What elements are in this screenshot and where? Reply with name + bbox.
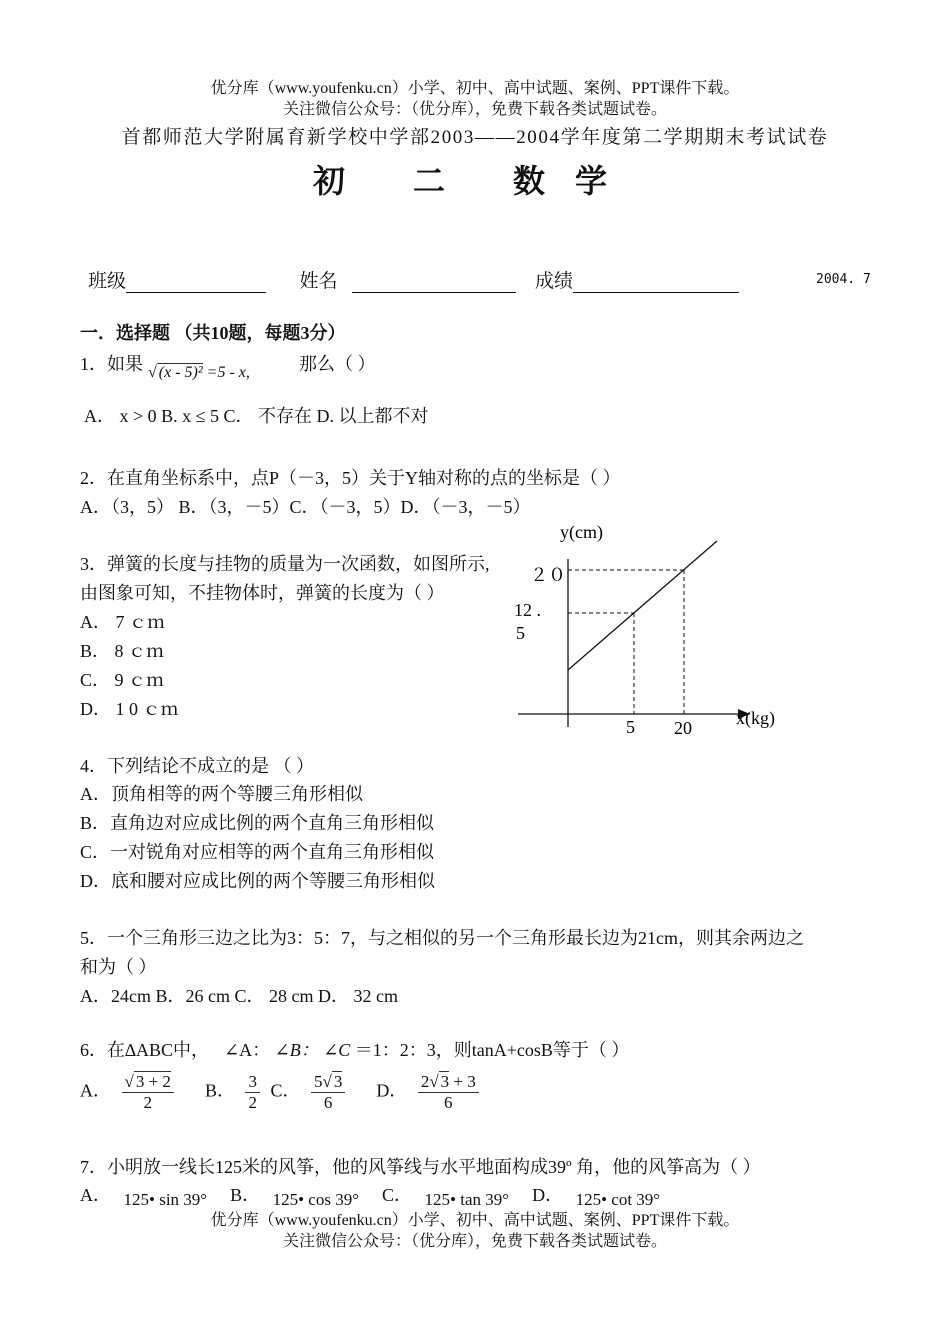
q1-rhs: =5 - x, (206, 364, 250, 381)
q4-stem: 4．下列结论不成立的是 （ ） (80, 756, 314, 776)
function-line (568, 541, 717, 670)
q6-angle-c: ∠C (323, 1040, 351, 1060)
q6-option-a-fraction: $\frac{√ 3 + 2}{2}$ (122, 1072, 174, 1113)
section-heading: 一．选择题 （共10题，每题3分） (80, 323, 346, 343)
q6-option-d-coef: 2 (420, 1072, 430, 1091)
x-tick-20: 20 (674, 718, 692, 738)
q3-stem-1: 3．弹簧的长度与挂物的质量为一次函数，如图所示, (80, 554, 490, 574)
q4-option-b: B．直角边对应成比例的两个直角三角形相似 (80, 813, 435, 833)
q6-prefix: 6．在 (80, 1040, 125, 1060)
exam-title: 首都师范大学附属育新学校中学部2003——2004学年度第二学期期末考试试卷 (121, 127, 829, 148)
y-tick-12-5-a: 12 . (514, 600, 541, 620)
q5-stem-1: 5．一个三角形三边之比为3：5：7，与之相似的另一个三角形最长边为21cm，则其余两边之 (80, 928, 804, 948)
q7-option-d: 125• cot 39° (575, 1190, 661, 1209)
q6-option-b-fraction (245, 1072, 260, 1113)
q5-stem-2: 和为（ ） (80, 957, 157, 977)
header-line-2: 关注微信公众号：（优分库），免费下载各类试题试卷。 (282, 101, 667, 118)
q7-option-b: 125• cos 39° (272, 1190, 360, 1209)
y-tick-12-5-b: 5 (516, 623, 525, 643)
q6-option-d-denominator: 6 (444, 1093, 453, 1112)
q4-option-d: D．底和腰对应成比例的两个等腰三角形相似 (80, 871, 435, 891)
q7-stem: 7．小明放一线长125米的风筝，他的风筝线与水平地面构成39º 角，他的风筝高为（ ） (80, 1157, 761, 1177)
q6-option-c-fraction: $\frac{5√ 3}{6}$ (311, 1072, 345, 1113)
q1-suffix: 那么（ ） (299, 354, 376, 374)
q1-formula: √ (x - 5)² =5 - x, (148, 364, 250, 381)
x-tick-5: 5 (626, 717, 635, 737)
q6-stem (80, 1038, 629, 1062)
q3-option-a: A． 7 ｃｍ (80, 612, 165, 632)
q6-option-c-radicand: 3 (333, 1072, 343, 1091)
q1-stem: 1．如果 (80, 354, 143, 374)
q7-options (80, 1183, 660, 1208)
q4-option-a: A．顶角相等的两个等腰三角形相似 (80, 784, 363, 804)
y-axis-label: y(cm) (560, 522, 603, 542)
q2-stem: 2．在直角坐标系中，点P（－3，5）关于Y轴对称的点的坐标是（ ） (80, 468, 621, 488)
q6-option-d-tail: + 3 (449, 1072, 476, 1091)
q7-option-b-label: B． (230, 1185, 261, 1205)
score-label: 成绩 (535, 271, 574, 292)
q3-option-b: B． 8 ｃｍ (80, 641, 165, 661)
q6-option-c-denominator: 6 (323, 1093, 333, 1112)
q2-options: A．（3，5） B．（3，－5）C．（－3，5）D．（－3，－5） (80, 497, 531, 517)
q1-options: A． x > 0 B. x ≤ 5 C． 不存在 D. 以上都不对 (84, 406, 429, 426)
q4-option-c: C．一对锐角对应相等的两个直角三角形相似 (80, 842, 435, 862)
name-blank[interactable] (352, 272, 516, 293)
q6-option-d-radicand: 3 (440, 1072, 450, 1091)
q6-option-c-label: C． (270, 1080, 301, 1101)
class-label: 班级 (88, 271, 127, 292)
q7-option-d-label: D． (532, 1185, 564, 1205)
score-blank[interactable] (573, 272, 739, 293)
q7-option-a-label: A． (80, 1185, 111, 1205)
q6-option-c-coef: 5 (313, 1072, 323, 1091)
footer-line-1: 优分库（www.youfenku.cn）小学、初中、高中试题、案例、PPT课件下载。 (210, 1212, 740, 1229)
info-row (88, 266, 739, 293)
q1-radicand: (x - 5)² (158, 364, 203, 381)
q6-option-d-fraction: $\frac{2√ 3 + 3}{6}$ (418, 1072, 479, 1113)
q6-option-b-denominator: 2 (248, 1093, 257, 1112)
q6-triangle: ∆ABC中， (125, 1040, 210, 1060)
q6-options (80, 1072, 485, 1113)
spring-graph (500, 515, 800, 750)
q6-angle-b: ∠B： (274, 1040, 319, 1060)
q3-option-d: D． 1 0 ｃｍ (80, 699, 179, 719)
q6-option-b-label: B． (204, 1080, 235, 1101)
name-label: 姓名 (299, 271, 338, 292)
q6-option-d-label: D． (376, 1080, 408, 1101)
q6-option-a-denominator: 2 (143, 1093, 152, 1112)
q7-option-c: 125• tan 39° (424, 1190, 510, 1209)
q6-option-b-numerator: 3 (245, 1072, 260, 1093)
q6-angle-a: ∠A： (224, 1040, 271, 1060)
q5-options: A．24cm B．26 cm C． 28 cm D． 32 cm (80, 986, 398, 1006)
footer-line-2: 关注微信公众号：（优分库），免费下载各类试题试卷。 (282, 1233, 667, 1250)
exam-date: 2004. 7 (816, 272, 871, 287)
q6-option-a-numerator: 3 + 2 (135, 1072, 171, 1091)
q3-option-c: C． 9 ｃｍ (80, 670, 165, 690)
header-line-1: 优分库（www.youfenku.cn）小学、初中、高中试题、案例、PPT课件下载。 (210, 80, 740, 97)
q6-ratio: ＝1：2：3，则tanA+cosB等于（ ） (354, 1040, 630, 1060)
x-axis-label: x(kg) (736, 708, 775, 728)
q6-option-a-label: A． (80, 1080, 111, 1101)
q7-option-c-label: C． (382, 1185, 413, 1205)
class-blank[interactable] (126, 272, 266, 293)
y-tick-20: ２０ (530, 565, 566, 585)
q7-option-a: 125• sin 39° (123, 1190, 208, 1209)
q3-stem-2: 由图象可知，不挂物体时，弹簧的长度为（ ） (80, 583, 445, 603)
subject-title: 初 二 数学 (312, 163, 637, 199)
